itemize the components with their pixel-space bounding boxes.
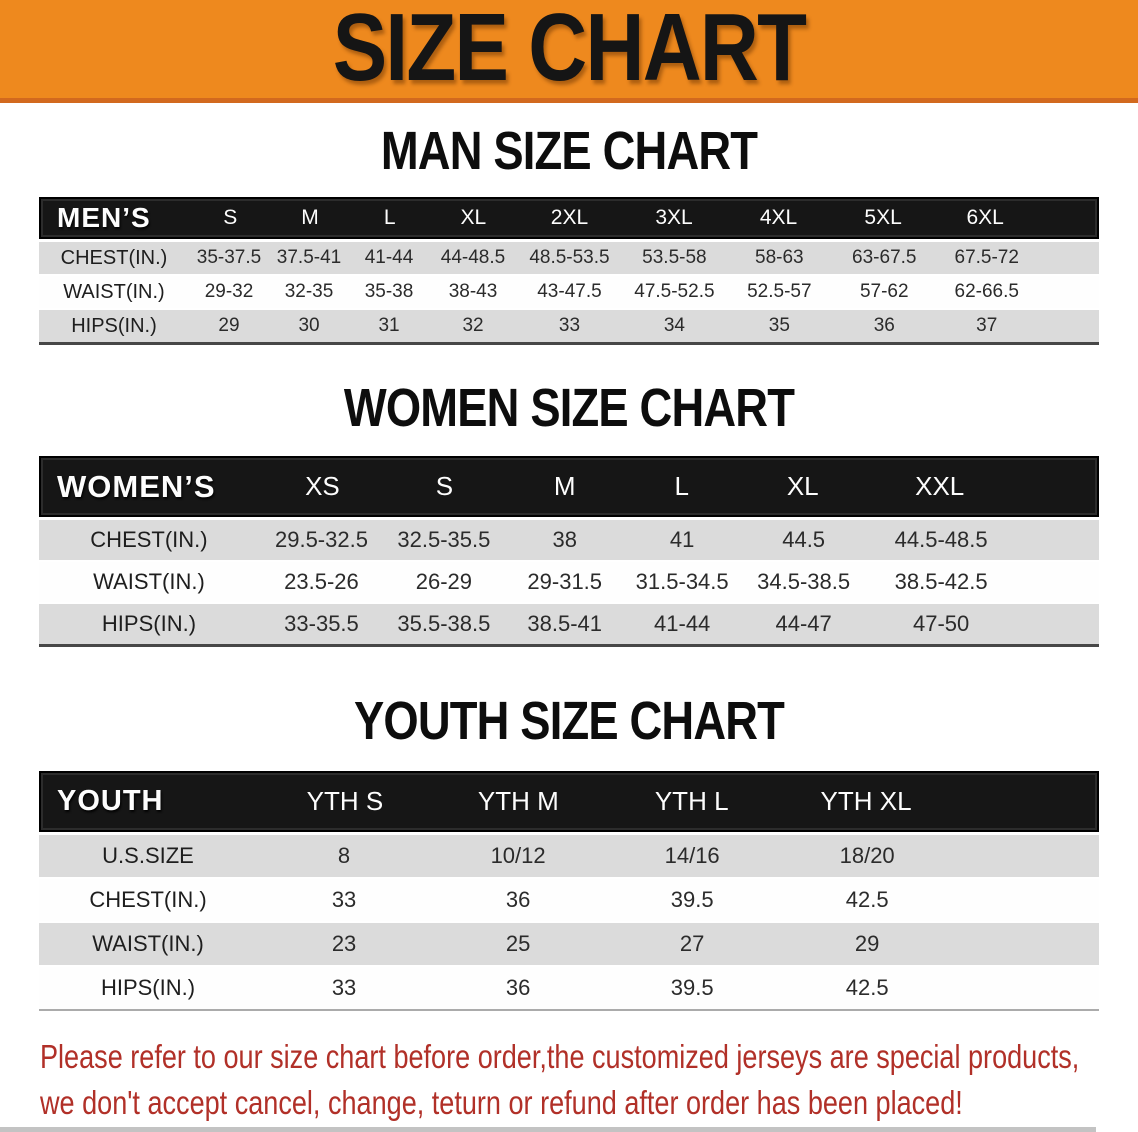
size-value-cell: 41-44 xyxy=(654,611,711,636)
column-header: 5XL xyxy=(864,206,902,229)
size-value-cell: 31 xyxy=(378,315,400,336)
section-youth xyxy=(0,691,1138,1011)
table-row xyxy=(39,967,1099,1009)
row-label: U.S.SIZE xyxy=(102,843,194,868)
column-header: YTH S xyxy=(306,786,384,816)
man-chart-heading: MAN SIZE CHART xyxy=(380,121,758,181)
table-row xyxy=(39,923,1099,965)
column-header: M xyxy=(301,206,319,229)
column-header: XL xyxy=(786,471,819,501)
row-label: WAIST(IN.) xyxy=(63,280,165,303)
size-value-cell: 27 xyxy=(679,931,705,956)
size-value-cell: 38.5-42.5 xyxy=(894,569,988,594)
size-value-cell: 42.5 xyxy=(845,887,889,912)
size-value-cell: 34 xyxy=(663,315,685,336)
size-value-cell: 41-44 xyxy=(364,247,414,268)
size-value-cell: 39.5 xyxy=(670,887,714,912)
size-value-cell: 29-32 xyxy=(204,281,254,302)
size-value-cell: 62-66.5 xyxy=(954,281,1019,302)
size-value-cell: 44-47 xyxy=(775,611,832,636)
row-label: HIPS(IN.) xyxy=(101,611,197,636)
column-header: YTH M xyxy=(477,786,559,816)
women-size-table xyxy=(39,456,1099,647)
row-label: CHEST(IN.) xyxy=(60,246,168,269)
size-value-cell: 29.5-32.5 xyxy=(274,527,368,552)
size-value-cell: 44.5-48.5 xyxy=(894,527,988,552)
man-size-table xyxy=(39,197,1099,345)
size-value-cell: 58-63 xyxy=(755,247,804,268)
size-value-cell: 23 xyxy=(331,931,357,956)
size-value-cell: 42.5 xyxy=(845,975,889,1000)
youth-chart-heading: YOUTH SIZE CHART xyxy=(353,691,785,751)
size-value-cell: 47.5-52.5 xyxy=(634,281,715,302)
row-label: HIPS(IN.) xyxy=(100,975,196,1000)
size-value-cell: 29-31.5 xyxy=(527,569,603,594)
table-row xyxy=(39,310,1099,342)
row-label: HIPS(IN.) xyxy=(71,314,157,337)
size-value-cell: 30 xyxy=(298,315,320,336)
bottom-edge-strip xyxy=(0,1127,1096,1132)
size-value-cell: 48.5-53.5 xyxy=(529,247,610,268)
row-label: WAIST(IN.) xyxy=(93,569,205,594)
size-value-cell: 36 xyxy=(873,315,895,336)
column-header: 4XL xyxy=(759,206,798,229)
size-value-cell: 38 xyxy=(552,527,577,552)
size-value-cell: 33-35.5 xyxy=(284,611,359,636)
column-header: L xyxy=(674,471,689,501)
banner xyxy=(0,0,1138,103)
size-value-cell: 35.5-38.5 xyxy=(397,611,491,636)
size-value-cell: 10/12 xyxy=(490,843,546,868)
size-value-cell: 57-62 xyxy=(859,281,909,302)
column-header: L xyxy=(383,206,396,229)
size-value-cell: 36 xyxy=(505,975,531,1000)
size-value-cell: 33 xyxy=(331,975,357,1000)
column-header: S xyxy=(223,206,238,229)
column-header: 3XL xyxy=(655,206,693,229)
size-value-cell: 31.5-34.5 xyxy=(635,569,729,594)
table-header-label: MEN’S xyxy=(57,202,151,233)
size-value-cell: 14/16 xyxy=(664,843,720,868)
row-label: CHEST(IN.) xyxy=(89,887,207,912)
disclaimer-line-2: we don't accept cancel, change, teturn or refund after order has been placed! xyxy=(40,1084,963,1121)
table-header-label: YOUTH xyxy=(57,785,164,817)
table-header-row xyxy=(39,197,1099,239)
column-header: M xyxy=(553,471,576,501)
size-value-cell: 37.5-41 xyxy=(276,247,342,268)
size-value-cell: 32-35 xyxy=(284,281,334,302)
column-header: S xyxy=(435,471,454,501)
table-row xyxy=(39,879,1099,921)
size-value-cell: 26-29 xyxy=(415,569,473,594)
table-row xyxy=(39,604,1099,644)
column-header: XL xyxy=(460,206,487,229)
size-value-cell: 36 xyxy=(505,887,531,912)
column-header: YTH XL xyxy=(820,786,912,816)
size-value-cell: 34.5-38.5 xyxy=(757,569,851,594)
size-value-cell: 18/20 xyxy=(839,843,895,868)
size-value-cell: 47-50 xyxy=(912,611,970,636)
section-women xyxy=(0,378,1138,647)
disclaimer-line-1: Please refer to our size chart before order,the customized jerseys are special products, xyxy=(40,1038,1080,1075)
section-man xyxy=(0,121,1138,345)
size-value-cell: 67.5-72 xyxy=(954,247,1019,268)
table-row xyxy=(39,276,1099,308)
size-value-cell: 32.5-35.5 xyxy=(397,527,491,552)
size-value-cell: 43-47.5 xyxy=(537,281,602,302)
banner-title: SIZE CHART xyxy=(332,0,806,101)
size-value-cell: 29 xyxy=(218,315,240,336)
row-label: WAIST(IN.) xyxy=(92,931,204,956)
table-header-row xyxy=(39,456,1099,517)
column-header: 6XL xyxy=(966,206,1004,229)
size-value-cell: 38-43 xyxy=(448,281,498,302)
table-row xyxy=(39,562,1099,602)
size-value-cell: 23.5-26 xyxy=(284,569,359,594)
size-value-cell: 53.5-58 xyxy=(642,247,707,268)
row-label: CHEST(IN.) xyxy=(90,527,208,552)
size-value-cell: 33 xyxy=(558,315,581,336)
size-value-cell: 37 xyxy=(976,315,998,336)
size-value-cell: 44-48.5 xyxy=(440,247,506,268)
size-value-cell: 32 xyxy=(462,315,484,336)
size-value-cell: 35-37.5 xyxy=(196,247,262,268)
size-value-cell: 33 xyxy=(331,887,357,912)
women-chart-heading: WOMEN SIZE CHART xyxy=(343,378,795,438)
size-value-cell: 52.5-57 xyxy=(747,281,812,302)
disclaimer-note xyxy=(40,1034,1138,1126)
youth-size-table xyxy=(39,771,1099,1011)
size-value-cell: 63-67.5 xyxy=(852,247,917,268)
column-header: YTH L xyxy=(654,786,729,816)
column-header: XS xyxy=(305,471,340,501)
table-row xyxy=(39,520,1099,560)
size-value-cell: 38.5-41 xyxy=(527,611,603,636)
size-value-cell: 25 xyxy=(505,931,531,956)
table-header-label: WOMEN’S xyxy=(57,468,216,504)
table-header-row xyxy=(39,771,1099,832)
column-header: XXL xyxy=(915,471,965,501)
size-value-cell: 41 xyxy=(669,527,695,552)
size-value-cell: 8 xyxy=(337,843,351,868)
column-header: 2XL xyxy=(550,206,589,229)
table-row xyxy=(39,835,1099,877)
size-value-cell: 35 xyxy=(768,315,790,336)
table-row xyxy=(39,242,1099,274)
size-value-cell: 29 xyxy=(854,931,880,956)
size-value-cell: 35-38 xyxy=(364,281,414,302)
size-value-cell: 39.5 xyxy=(670,975,714,1000)
size-value-cell: 44.5 xyxy=(782,527,826,552)
